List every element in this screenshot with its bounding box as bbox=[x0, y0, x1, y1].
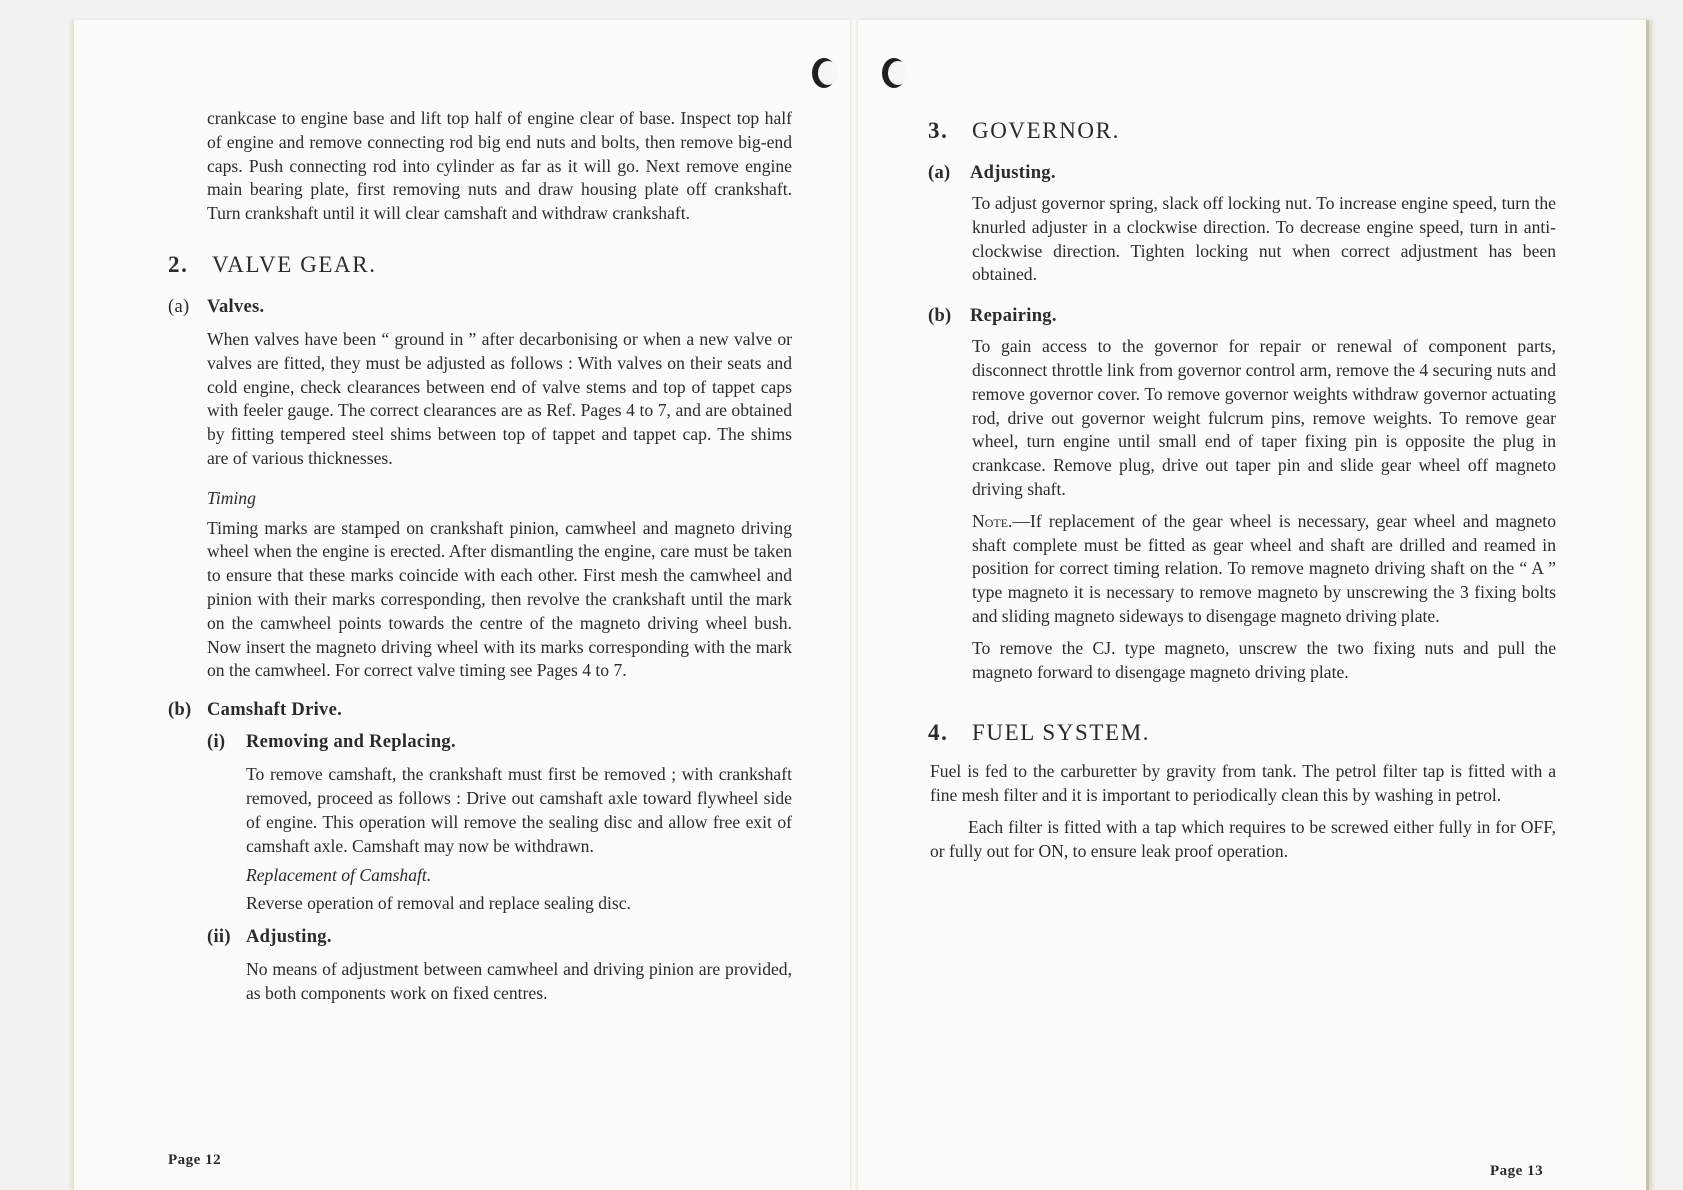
governor-adjusting-paragraph: To adjust governor spring, slack off locking nut. To increase engine speed, turn the knurled adjuster in a clockwise direction. To decrease engine speed, turn in anti-clockwise direction. Tighten locking nut when correct adjustment has been obtained. bbox=[972, 193, 1556, 285]
section-title: FUEL SYSTEM. bbox=[972, 720, 1151, 746]
governor-repairing-paragraph: To gain access to the governor for repair or renewal of component parts, disconnect throttle link from governor control arm, remove the 4 securing nuts and remove governor cover. To remove governor weights withdraw governor actuating rod, drive out governor weight fulcrum pins, remove weights. To remove gear wheel, turn engine until small end of taper fixing pin is opposite the plug in crankcase. Remove plug, drive out taper pin and slide gear wheel off magneto driving shaft. bbox=[972, 336, 1556, 499]
right-page-text bbox=[930, 116, 1556, 864]
subsubsection-label: (i) bbox=[207, 732, 226, 753]
section-heading-valve-gear bbox=[168, 250, 792, 280]
binder-hole-icon bbox=[812, 58, 836, 88]
subsection-heading-repairing bbox=[928, 303, 1556, 329]
note-label: Note. bbox=[972, 510, 1013, 531]
subsubsection-title: Adjusting. bbox=[246, 926, 332, 947]
replacement-paragraph: Reverse operation of removal and replace sealing disc. bbox=[246, 893, 631, 914]
book-spine bbox=[850, 20, 858, 1190]
subsection-heading-adjusting bbox=[928, 160, 1556, 186]
subsection-label: (a) bbox=[928, 163, 951, 183]
adjusting-camshaft-paragraph: No means of adjustment between camwheel and driving pinion are provided, as both components work on fixed centres. bbox=[246, 958, 792, 1003]
left-page-text bbox=[168, 107, 792, 1006]
subsubsection-title: Removing and Replacing. bbox=[246, 732, 456, 753]
note-paragraph bbox=[972, 510, 1556, 629]
section-number: 4. bbox=[928, 720, 949, 746]
subsection-heading-camshaft-drive bbox=[168, 697, 792, 723]
page-number-right: Page 13 bbox=[1490, 1163, 1544, 1179]
subsection-label: (b) bbox=[168, 700, 192, 721]
section-heading-fuel-system bbox=[928, 718, 1556, 748]
subsubsection-heading-removing bbox=[207, 729, 792, 755]
subsection-title: Adjusting. bbox=[970, 163, 1056, 183]
subsection-heading-valves bbox=[168, 294, 792, 320]
note-text: —If replacement of the gear wheel is necessary, gear wheel and magneto shaft complete must be fitted as gear wheel and shaft are drilled and reamed in position for correct timing relation. To remove magneto driving shaft on the “ A ” type magneto it is necessary to remove magneto by unscrewing the 3 fixing bolts and sliding magneto sideways to disengage magneto driving plate. bbox=[972, 510, 1556, 626]
section-heading-governor bbox=[928, 116, 1556, 146]
binder-hole-icon bbox=[882, 58, 906, 88]
fuel-paragraph-2: Each filter is fitted with a tap which requires to be screwed either fully in for OFF, or fully out for ON, to ensure leak proof operation. bbox=[930, 816, 1556, 861]
subsection-title: Repairing. bbox=[970, 306, 1057, 327]
cj-magneto-paragraph: To remove the CJ. type magneto, unscrew the two fixing nuts and pull the magneto forward to disengage magneto driving plate. bbox=[972, 637, 1556, 682]
fuel-paragraph-1: Fuel is fed to the carburetter by gravity from tank. The petrol filter tap is fitted with a fine mesh filter and it is important to periodically clean this by washing in petrol. bbox=[930, 761, 1556, 806]
subsection-label: (b) bbox=[928, 306, 952, 327]
section-number: 2. bbox=[168, 251, 189, 277]
section-number: 3. bbox=[928, 118, 949, 143]
timing-paragraph: Timing marks are stamped on crankshaft pinion, camwheel and magneto driving wheel when the engine is erected. After dismantling the engine, care must be taken to ensure that these marks coincide with each other. First mesh the camwheel and pinion with their marks corresponding, then revolve the crankshaft until the mark on the camwheel points towards the centre of the magneto driving wheel bush. Now insert the magneto driving wheel with its marks corresponding with the mark on the camwheel. For correct valve timing see Pages 4 to 7. bbox=[207, 517, 792, 681]
subsubsection-heading-adjusting bbox=[207, 924, 792, 950]
section-title: GOVERNOR. bbox=[972, 118, 1120, 143]
subsection-title: Valves. bbox=[207, 296, 265, 317]
section-title: VALVE GEAR. bbox=[212, 251, 377, 277]
subsubsection-label: (ii) bbox=[207, 926, 231, 947]
intro-paragraph: crankcase to engine base and lift top half of engine clear of base. Inspect top half of engine and remove connecting rod big end nuts and bolts, then remove big-end caps. Push connecting rod into cylinder as far as it will go. Next remove engine main bearing plate, first removing nuts and draw housing plate off crankshaft. Turn crankshaft until it will clear camshaft and withdraw crankshaft. bbox=[207, 108, 792, 224]
subsection-title: Camshaft Drive. bbox=[207, 700, 343, 721]
valves-paragraph: When valves have been “ ground in ” after decarbonising or when a new valve or valves are fitted, they must be adjusted as follows : With valves on their seats and cold engine, check clearances between end of valve stems and top of tappet caps with feeler gauge. The correct clearances are as Ref. Pages 4 to 7, and are obtained by fitting tempered steel shims between top of tappet and tappet cap. The shims are of various thicknesses. bbox=[207, 328, 792, 468]
removing-paragraph: To remove camshaft, the crankshaft must first be removed ; with crankshaft removed, proceed as follows : Drive out camshaft axle toward flywheel side of engine. This operation will remove the sealing disc and allow free exit of camshaft axle. Camshaft may now be withdrawn. bbox=[246, 764, 792, 856]
timing-heading: Timing bbox=[207, 487, 256, 508]
subsection-label: (a) bbox=[168, 296, 190, 317]
replacement-heading: Replacement of Camshaft. bbox=[246, 865, 432, 886]
page-number-left: Page 12 bbox=[168, 1152, 222, 1168]
